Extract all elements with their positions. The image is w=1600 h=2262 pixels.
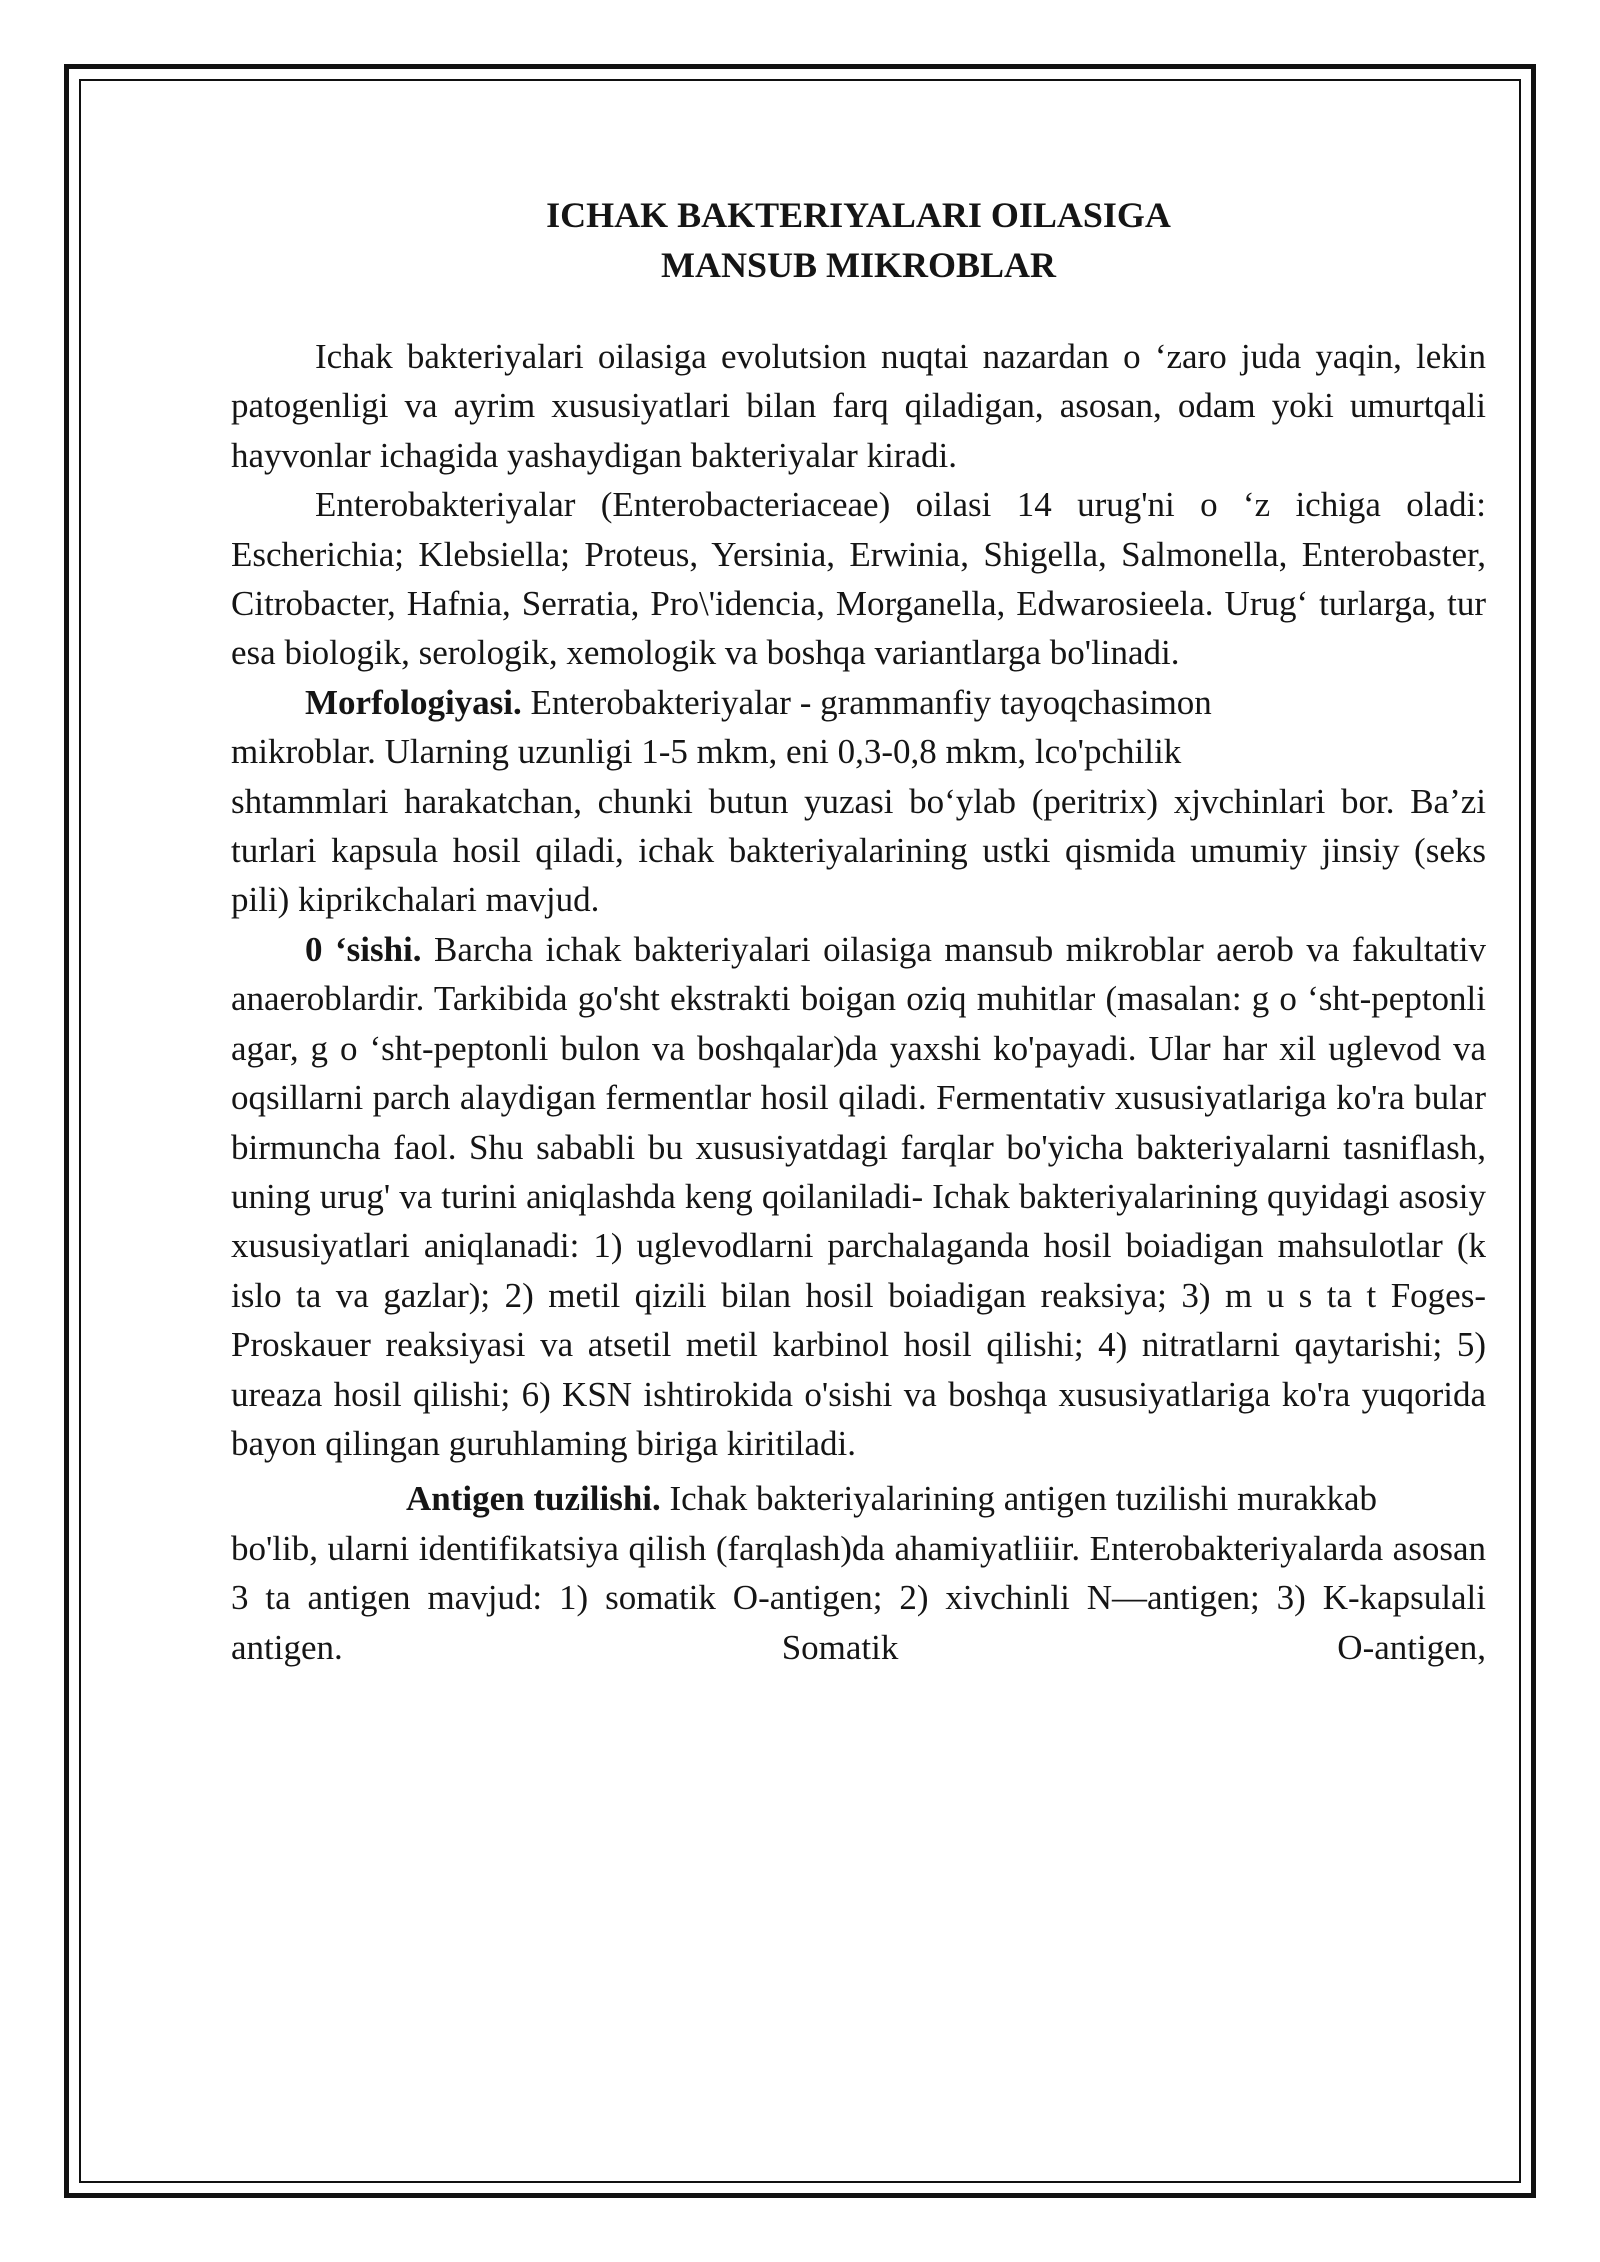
morphology-text-1: Enterobakteriyalar - grammanfiy tayoqchasimon bbox=[521, 682, 1212, 722]
heading-growth: 0 ‘sishi. bbox=[305, 929, 422, 969]
paragraph-family: Enterobakteriyalar (Enterobacteriaceae) oilasi 14 urug'ni o ‘z ichiga oladi: Escherichia; Klebsiella; Proteus, Yersinia, Erwinia, Shigella, Salmonella, Enterobaster, Citrobacter, Hafnia, Serratia, Pro\'idencia, Morganella, Edwarosieela. Urug‘ turlarga, tur esa biologik, serologik, xemologik va boshqa variantlarga bo'linadi. bbox=[231, 485, 1486, 673]
antigen-text-1: Ichak bakteriyalarining antigen tuzilishi murakkab bbox=[660, 1479, 1378, 1519]
heading-morphology: Morfologiyasi. bbox=[305, 682, 522, 722]
paragraph-antigen-rest: bo'lib, ularni identifikatsiya qilish (farqlash)da ahamiyatliiir. Enterobakteriyalarda asosan 3 ta antigen mavjud: 1) somatik O-antigen; 2) xivchinli N—antigen; 3) K-kapsulali antigen. Somatik O-antigen, bbox=[231, 1528, 1486, 1667]
growth-text: Barcha ichak bakteriyalari oilasiga mansub mikroblar aerob va fakultativ anaeroblardir. Tarkibida go'sht ekstrakti boigan oziq muhitlar (masalan: g o ‘sht-peptonli agar, g o ‘sht-peptonli bulon va boshqalar)da yaxshi ko'payadi. Ular har xil uglevod va oqsillarni parch alaydigan fermentlar hosil qiladi. Fermentativ xususiyatlariga ko'ra bular birmuncha faol. Shu sababli bu xususiyatdagi farqlar bo'yicha bakteriyalarni tasniflash, uning urug' va turini aniqlashda keng qoilaniladi- Ichak bakteriyalarining quyidagi asosiy xususiyatlari aniqlanadi: 1) uglevodlarni parchalaganda hosil boiadigan mahsulotlar (k islo ta va gazlar); 2) metil qizili bilan hosil boiadigan reaksiya; 3) m u s ta t Foges- Proskauer reaksiyasi va atsetil metil karbinol hosil qilishi; 4) nitratlarni qaytarishi; 5) ureaza hosil qilishi; 6) KSN ishtirokida o'sishi va boshqa xususiyatlariga ko'ra yuqorida bayon qilingan guruhlaming biriga kiritiladi. bbox=[231, 929, 1486, 1463]
heading-antigen: Antigen tuzilishi. bbox=[406, 1479, 661, 1519]
paragraph-growth bbox=[231, 925, 1486, 1468]
paragraph-morphology-line-2: mikroblar. Ularning uzunligi 1-5 mkm, eni 0,3-0,8 mkm, lco'pchilik bbox=[231, 732, 1182, 772]
document-body bbox=[231, 190, 1486, 1672]
paragraph-morphology-line-1 bbox=[231, 678, 1486, 727]
title-line-2: MANSUB MIKROBLAR bbox=[660, 245, 1056, 285]
paragraph-antigen-line-1 bbox=[231, 1474, 1486, 1523]
page-title bbox=[231, 190, 1486, 290]
paragraph-morphology-rest: shtammlari harakatchan, chunki butun yuzasi bo‘ylab (peritrix) xjvchinlari bor. Ba’zi turlari kapsula hosil qiladi, ichak bakteriyalarining ustki qismida umumiy jinsiy (seks pili) kiprikchalari mavjud. bbox=[231, 781, 1486, 920]
paragraph-intro: Ichak bakteriyalari oilasiga evolutsion nuqtai nazardan o ‘zaro juda yaqin, lekin patogenligi va ayrim xususiyatlari bilan farq qiladigan, asosan, odam yoki umurtqali hayvonlar ichagida yashaydigan bakteriyalar kiradi. bbox=[231, 337, 1486, 475]
title-line-1: ICHAK BAKTERIYALARI OILASIGA bbox=[546, 195, 1171, 235]
